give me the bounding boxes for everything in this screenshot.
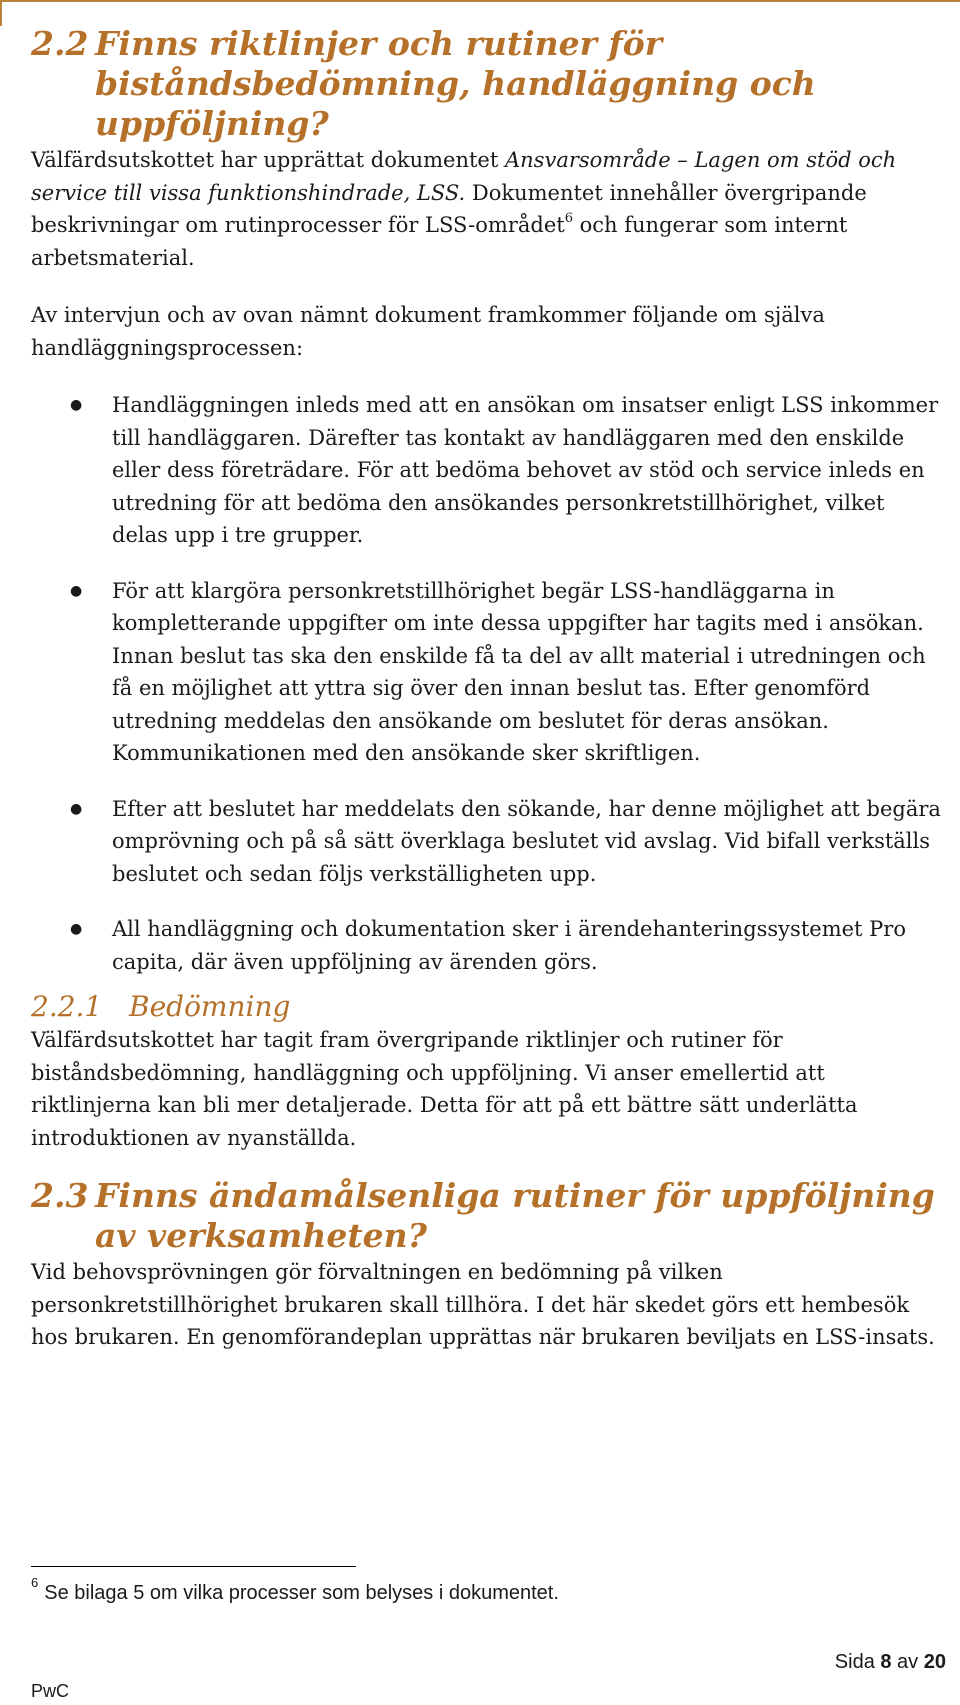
section-title: Finns riktlinjer och rutiner för biståndsbedömning, handläggning och uppföljning? [95,24,816,143]
list-item [31,793,947,891]
bullet-icon: ● [70,800,83,817]
bullet-icon: ● [70,582,83,599]
paragraph-text: Dokumentet innehåller övergripande beskrivningar om rutinprocesser för LSS-området [31,180,867,237]
page-corner-rule [0,0,960,26]
list-item [31,913,947,978]
list-item [31,575,947,770]
paragraph-text: och fungerar som internt arbetsmaterial. [31,213,848,270]
process-bullet-list [31,389,947,978]
section-heading-2-2 [31,24,947,144]
list-item [31,389,947,552]
footnote-reference[interactable]: 6 [564,211,573,226]
page-total: 20 [923,1651,946,1673]
paragraph-intervju: Av intervjun och av ovan nämnt dokument framkommer följande om själva handläggningsprocessen: [31,303,825,360]
list-item-text: Efter att beslutet har meddelats den sökande, har denne möjlighet att begära omprövning och på så sätt överklaga beslutet vid avslag. Vid bifall verkställs beslutet och sedan följs verkställigheten upp. [112,796,941,886]
section-number: 2.2 [31,24,89,63]
paragraph-text: Välfärdsutskottet har upprättat dokumentet [31,148,505,172]
list-item-text: All handläggning och dokumentation sker i ärendehanteringssystemet Pro capita, där även uppföljning av ärenden görs. [112,917,906,974]
document-title: Ansvarsområde – Lagen om stöd och service till vissa funktionshindrade, LSS. [31,148,897,205]
page-number-separator: av [891,1651,924,1673]
page-body [31,24,947,1354]
list-item-text: För att klargöra personkretstillhörighet begär LSS-handläggarna in kompletterande uppgifter om inte dessa uppgifter har tagits med i ansökan. Innan beslut tas ska den enskilde få ta del av allt material i utredningen och få en möjlighet att yttra sig över den innan beslut tas. Efter genomförd utredning meddelas den ansökande om beslutet för deras ansökan. Kommunikationen med den ansökande sker skriftligen. [112,578,926,765]
page-number [835,1651,946,1674]
footnote-separator [31,1566,356,1567]
subsection-title: Bedömning [129,990,291,1023]
paragraph-ansvarsomrade [31,144,947,274]
page-current: 8 [880,1651,892,1673]
bullet-icon: ● [70,921,83,937]
bullet-icon: ● [70,397,83,413]
footnote-text: Se bilaga 5 om vilka processer som belyses i dokumentet. [44,1582,559,1604]
brand-label: PwC [31,1681,70,1701]
section-number: 2.3 [31,1176,89,1215]
section-title: Finns ändamålsenliga rutiner för uppföljning av verksamheten? [95,1176,935,1255]
page-number-prefix: Sida [834,1651,881,1673]
footnote [31,1573,559,1613]
paragraph-behovsprovning: Vid behovsprövningen gör förvaltningen en bedömning på vilken personkretstillhörighet brukaren skall tillhöra. I det här skedet görs ett hembesök hos brukaren. En genomförandeplan upprättas när brukaren beviljats en LSS-insats. [31,1260,935,1349]
section-heading-2-3 [31,1176,947,1256]
subsection-heading-2-2-1 [31,990,947,1024]
list-item-text: Handläggningen inleds med att en ansökan om insatser enligt LSS inkommer till handläggaren. Därefter tas kontakt av handläggaren med den enskilde eller dess företrädare. För att bedöma behovet av stöd och service inleds en utredning för att bedöma den ansökandes personkretstillhörighet, vilket delas upp i tre grupper. [112,393,939,547]
footnote-marker: 6 [31,1575,39,1591]
subsection-number: 2.2.1 [31,990,103,1023]
paragraph-bedomning: Välfärdsutskottet har tagit fram övergripande riktlinjer och rutiner för biståndsbedömning, handläggning och uppföljning. Vi anser emellertid att riktlinjerna kan bli mer detaljerade. Detta för att på ett bättre sätt underlätta introduktionen av nyanställda. [31,1028,858,1150]
